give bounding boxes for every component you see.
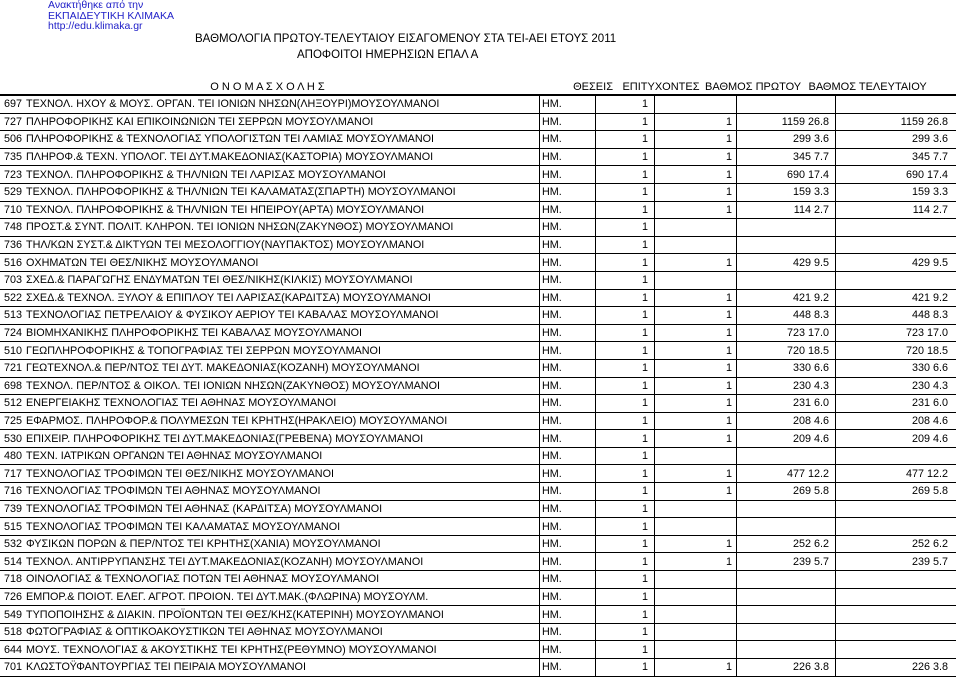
row-type: ΗΜ. xyxy=(540,95,596,113)
row-successful xyxy=(655,271,737,289)
row-last-score xyxy=(836,447,957,465)
row-type: ΗΜ. xyxy=(540,166,596,184)
row-school-name: ΕΠΙΧΕΙΡ. ΠΛΗΡΟΦΟΡΙΚΗΣ ΤΕΙ ΔΥΤ.ΜΑΚΕΔΟΝΙΑΣ(ΓΡΕΒΕΝΑ) ΜΟΥΣΟΥΛΜΑΝΟΙ xyxy=(24,430,540,448)
row-type: ΗΜ. xyxy=(540,254,596,272)
row-code: 717 xyxy=(0,465,24,483)
row-type: ΗΜ. xyxy=(540,483,596,501)
row-code: 480 xyxy=(0,447,24,465)
row-successful: 1 xyxy=(655,148,737,166)
row-last-score xyxy=(836,623,957,641)
row-school-name: ΟΧΗΜΑΤΩΝ ΤΕΙ ΘΕΣ/ΝΙΚΗΣ ΜΟΥΣΟΥΛΜΑΝΟΙ xyxy=(24,254,540,272)
page-title: ΒΑΘΜΟΛΟΓΙΑ ΠΡΩΤΟΥ-ΤΕΛΕΥΤΑΙΟΥ ΕΙΣΑΓΟΜΕΝΟΥ ΣΤΑ ΤΕΙ-ΑΕΙ ΕΤΟΥΣ 2011 xyxy=(195,33,617,45)
row-type: ΗΜ. xyxy=(540,659,596,677)
row-first-score xyxy=(737,271,836,289)
row-school-name: ΠΛΗΡΟΦΟΡΙΚΗΣ ΚΑΙ ΕΠΙΚΟΙΝΩΝΙΩΝ ΤΕΙ ΣΕΡΡΩΝ ΜΟΥΣΟΥΛΜΑΝΟΙ xyxy=(24,113,540,131)
row-first-score: 429 9.5 xyxy=(737,254,836,272)
row-first-score xyxy=(737,571,836,589)
row-type: ΗΜ. xyxy=(540,535,596,553)
source-line-1: Ανακτήθηκε από την xyxy=(48,0,144,11)
table-row xyxy=(0,131,956,149)
row-code: 710 xyxy=(0,201,24,219)
row-first-score: 208 4.6 xyxy=(737,412,836,430)
row-seats: 1 xyxy=(596,659,655,677)
row-last-score: 159 3.3 xyxy=(836,183,957,201)
row-first-score xyxy=(737,500,836,518)
table-row xyxy=(0,166,956,184)
row-seats: 1 xyxy=(596,324,655,342)
row-school-name: ΤΗΛ/ΚΩΝ ΣΥΣΤ.& ΔΙΚΤΥΩΝ ΤΕΙ ΜΕΣΟΛΟΓΓΙΟΥ(ΝΑΥΠΑΚΤΟΣ) ΜΟΥΣΟΥΛΜΑΝΟΙ xyxy=(24,236,540,254)
row-seats: 1 xyxy=(596,588,655,606)
row-seats: 1 xyxy=(596,201,655,219)
row-code: 532 xyxy=(0,535,24,553)
row-successful: 1 xyxy=(655,342,737,360)
header-name: Ο Ν Ο Μ Α Σ Χ Ο Λ Η Σ xyxy=(210,80,325,93)
row-type: ΗΜ. xyxy=(540,553,596,571)
row-school-name: ΕΦΑΡΜΟΣ. ΠΛΗΡΟΦΟΡ.& ΠΟΛΥΜΕΣΩΝ ΤΕΙ ΚΡΗΤΗΣ(ΗΡΑΚΛΕΙΟ) ΜΟΥΣΟΥΛΜΑΝΟΙ xyxy=(24,412,540,430)
row-school-name: ΟΙΝΟΛΟΓΙΑΣ & ΤΕΧΝΟΛΟΓΙΑΣ ΠΟΤΩΝ ΤΕΙ ΑΘΗΝΑΣ ΜΟΥΣΟΥΛΜΑΝΟΙ xyxy=(24,571,540,589)
row-seats: 1 xyxy=(596,518,655,536)
row-code: 549 xyxy=(0,606,24,624)
row-last-score: 477 12.2 xyxy=(836,465,957,483)
row-code: 529 xyxy=(0,183,24,201)
row-type: ΗΜ. xyxy=(540,183,596,201)
row-seats: 1 xyxy=(596,553,655,571)
table-row xyxy=(0,588,956,606)
row-school-name: ΤΕΧΝΟΛ. ΠΛΗΡΟΦΟΡΙΚΗΣ & ΤΗΛ/ΝΙΩΝ ΤΕΙ ΛΑΡΙΣΑΣ ΜΟΥΣΟΥΛΜΑΝΟΙ xyxy=(24,166,540,184)
row-last-score xyxy=(836,588,957,606)
row-last-score xyxy=(836,95,957,113)
row-last-score: 226 3.8 xyxy=(836,659,957,677)
row-school-name: ΒΙΟΜΗΧΑΝΙΚΗΣ ΠΛΗΡΟΦΟΡΙΚΗΣ ΤΕΙ ΚΑΒΑΛΑΣ ΜΟΥΣΟΥΛΜΑΝΟΙ xyxy=(24,324,540,342)
row-school-name: ΠΛΗΡΟΦ.& ΤΕΧΝ. ΥΠΟΛΟΓ. ΤΕΙ ΔΥΤ.ΜΑΚΕΔΟΝΙΑΣ(ΚΑΣΤΟΡΙΑ) ΜΟΥΣΟΥΛΜΑΝΟΙ xyxy=(24,148,540,166)
row-last-score xyxy=(836,571,957,589)
table-row xyxy=(0,219,956,237)
row-seats: 1 xyxy=(596,500,655,518)
row-successful xyxy=(655,219,737,237)
row-code: 703 xyxy=(0,271,24,289)
row-code: 512 xyxy=(0,395,24,413)
row-successful: 1 xyxy=(655,430,737,448)
row-code: 701 xyxy=(0,659,24,677)
table-row xyxy=(0,359,956,377)
row-last-score xyxy=(836,500,957,518)
row-last-score: 690 17.4 xyxy=(836,166,957,184)
row-type: ΗΜ. xyxy=(540,236,596,254)
row-type: ΗΜ. xyxy=(540,571,596,589)
table-row xyxy=(0,606,956,624)
row-school-name: ΦΥΣΙΚΩΝ ΠΟΡΩΝ & ΠΕΡ/ΝΤΟΣ ΤΕΙ ΚΡΗΤΗΣ(ΧΑΝΙΑ) ΜΟΥΣΟΥΛΜΑΝΟΙ xyxy=(24,535,540,553)
table-row xyxy=(0,571,956,589)
source-line-2: ΕΚΠΑΙΔΕΥΤΙΚΗ ΚΛΙΜΑΚΑ xyxy=(48,9,175,22)
row-first-score: 299 3.6 xyxy=(737,131,836,149)
row-successful xyxy=(655,588,737,606)
row-last-score: 209 4.6 xyxy=(836,430,957,448)
row-last-score xyxy=(836,236,957,254)
row-school-name: ΓΕΩΤΕΧΝΟΛ.& ΠΕΡ/ΝΤΟΣ ΤΕΙ ΔΥΤ. ΜΑΚΕΔΟΝΙΑΣ(ΚΟΖΑΝΗ) ΜΟΥΣΟΥΛΜΑΝΟΙ xyxy=(24,359,540,377)
row-code: 748 xyxy=(0,219,24,237)
row-first-score: 269 5.8 xyxy=(737,483,836,501)
row-type: ΗΜ. xyxy=(540,148,596,166)
row-code: 697 xyxy=(0,95,24,113)
row-code: 515 xyxy=(0,518,24,536)
row-successful xyxy=(655,447,737,465)
row-school-name: ΤΕΧΝΟΛ. ΠΛΗΡΟΦΟΡΙΚΗΣ & ΤΗΛ/ΝΙΩΝ ΤΕΙ ΚΑΛΑΜΑΤΑΣ(ΣΠΑΡΤΗ) ΜΟΥΣΟΥΛΜΑΝΟΙ xyxy=(24,183,540,201)
row-code: 723 xyxy=(0,166,24,184)
row-school-name: ΤΕΧΝΟΛΟΓΙΑΣ ΤΡΟΦΙΜΩΝ ΤΕΙ ΑΘΗΝΑΣ (ΚΑΡΔΙΤΣΑ) ΜΟΥΣΟΥΛΜΑΝΟΙ xyxy=(24,500,540,518)
row-successful xyxy=(655,641,737,659)
row-last-score: 114 2.7 xyxy=(836,201,957,219)
row-seats: 1 xyxy=(596,236,655,254)
table-row xyxy=(0,412,956,430)
row-type: ΗΜ. xyxy=(540,395,596,413)
row-seats: 1 xyxy=(596,571,655,589)
table-row xyxy=(0,500,956,518)
row-last-score: 299 3.6 xyxy=(836,131,957,149)
table-row xyxy=(0,201,956,219)
row-seats: 1 xyxy=(596,395,655,413)
row-first-score xyxy=(737,518,836,536)
row-first-score: 231 6.0 xyxy=(737,395,836,413)
page-subtitle: ΑΠΟΦΟΙΤΟΙ ΗΜΕΡΗΣΙΩΝ ΕΠΑΛ Α xyxy=(297,49,479,61)
table-row xyxy=(0,465,956,483)
row-successful: 1 xyxy=(655,307,737,325)
row-seats: 1 xyxy=(596,447,655,465)
row-successful xyxy=(655,236,737,254)
row-type: ΗΜ. xyxy=(540,447,596,465)
header-seats: ΘΕΣΕΙΣ xyxy=(573,80,613,93)
row-seats: 1 xyxy=(596,289,655,307)
table-row xyxy=(0,148,956,166)
row-successful: 1 xyxy=(655,113,737,131)
row-school-name: ΜΟΥΣ. ΤΕΧΝΟΛΟΓΙΑΣ & ΑΚΟΥΣΤΙΚΗΣ ΤΕΙ ΚΡΗΤΗΣ(ΡΕΘΥΜΝΟ) ΜΟΥΣΟΥΛΜΑΝΟΙ xyxy=(24,641,540,659)
row-code: 727 xyxy=(0,113,24,131)
row-first-score xyxy=(737,236,836,254)
row-school-name: ΕΜΠΟΡ.& ΠΟΙΟΤ. ΕΛΕΓ. ΑΓΡΟΤ. ΠΡΟΙΟΝ. ΤΕΙ ΔΥΤ.ΜΑΚ.(ΦΛΩΡΙΝΑ) ΜΟΥΣΟΥΛΜ. xyxy=(24,588,540,606)
row-successful: 1 xyxy=(655,359,737,377)
row-seats: 1 xyxy=(596,623,655,641)
header-last-score: ΒΑΘΜΟΣ ΤΕΛΕΥΤΑΙΟΥ xyxy=(808,80,927,93)
row-first-score: 159 3.3 xyxy=(737,183,836,201)
row-successful: 1 xyxy=(655,131,737,149)
row-seats: 1 xyxy=(596,483,655,501)
row-code: 735 xyxy=(0,148,24,166)
table-row xyxy=(0,183,956,201)
table-row xyxy=(0,641,956,659)
row-code: 736 xyxy=(0,236,24,254)
table-row xyxy=(0,623,956,641)
header-first-score: ΒΑΘΜΟΣ ΠΡΩΤΟΥ xyxy=(705,80,802,93)
row-first-score xyxy=(737,447,836,465)
row-successful: 1 xyxy=(655,254,737,272)
row-code: 726 xyxy=(0,588,24,606)
row-school-name: ΠΡΟΣΤ.& ΣΥΝΤ. ΠΟΛΙΤ. ΚΛΗΡΟΝ. ΤΕΙ ΙΟΝΙΩΝ ΝΗΣΩΝ(ΖΑΚΥΝΘΟΣ) ΜΟΥΣΟΥΛΜΑΝΟΙ xyxy=(24,219,540,237)
row-last-score xyxy=(836,518,957,536)
row-code: 721 xyxy=(0,359,24,377)
row-school-name: ΤΕΧΝΟΛΟΓΙΑΣ ΤΡΟΦΙΜΩΝ ΤΕΙ ΘΕΣ/ΝΙΚΗΣ ΜΟΥΣΟΥΛΜΑΝΟΙ xyxy=(24,465,540,483)
row-type: ΗΜ. xyxy=(540,289,596,307)
row-seats: 1 xyxy=(596,254,655,272)
row-school-name: ΠΛΗΡΟΦΟΡΙΚΗΣ & ΤΕΧΝΟΛΟΓΙΑΣ ΥΠΟΛΟΓΙΣΤΩΝ ΤΕΙ ΛΑΜΙΑΣ ΜΟΥΣΟΥΛΜΑΝΟΙ xyxy=(24,131,540,149)
row-seats: 1 xyxy=(596,430,655,448)
row-first-score: 723 17.0 xyxy=(737,324,836,342)
row-successful xyxy=(655,95,737,113)
row-seats: 1 xyxy=(596,606,655,624)
row-type: ΗΜ. xyxy=(540,342,596,360)
row-first-score: 252 6.2 xyxy=(737,535,836,553)
row-successful: 1 xyxy=(655,535,737,553)
row-seats: 1 xyxy=(596,641,655,659)
row-seats: 1 xyxy=(596,377,655,395)
row-type: ΗΜ. xyxy=(540,113,596,131)
row-first-score xyxy=(737,588,836,606)
row-first-score: 477 12.2 xyxy=(737,465,836,483)
row-last-score: 231 6.0 xyxy=(836,395,957,413)
table-row xyxy=(0,659,956,677)
row-last-score: 345 7.7 xyxy=(836,148,957,166)
row-last-score xyxy=(836,219,957,237)
table-row xyxy=(0,271,956,289)
row-type: ΗΜ. xyxy=(540,500,596,518)
row-type: ΗΜ. xyxy=(540,623,596,641)
row-type: ΗΜ. xyxy=(540,412,596,430)
row-school-name: ΣΧΕΔ.& ΤΕΧΝΟΛ. ΞΥΛΟΥ & ΕΠΙΠΛΟΥ ΤΕΙ ΛΑΡΙΣΑΣ(ΚΑΡΔΙΤΣΑ) ΜΟΥΣΟΥΛΜΑΝΟΙ xyxy=(24,289,540,307)
row-first-score: 1159 26.8 xyxy=(737,113,836,131)
row-successful: 1 xyxy=(655,289,737,307)
row-successful: 1 xyxy=(655,395,737,413)
row-first-score: 209 4.6 xyxy=(737,430,836,448)
row-first-score: 345 7.7 xyxy=(737,148,836,166)
row-first-score: 448 8.3 xyxy=(737,307,836,325)
row-school-name: ΤΕΧΝΟΛΟΓΙΑΣ ΤΡΟΦΙΜΩΝ ΤΕΙ ΑΘΗΝΑΣ ΜΟΥΣΟΥΛΜΑΝΟΙ xyxy=(24,483,540,501)
row-code: 724 xyxy=(0,324,24,342)
table-row xyxy=(0,553,956,571)
row-type: ΗΜ. xyxy=(540,131,596,149)
row-code: 644 xyxy=(0,641,24,659)
row-school-name: ΕΝΕΡΓΕΙΑΚΗΣ ΤΕΧΝΟΛΟΓΙΑΣ ΤΕΙ ΑΘΗΝΑΣ ΜΟΥΣΟΥΛΜΑΝΟΙ xyxy=(24,395,540,413)
table-row xyxy=(0,324,956,342)
row-seats: 1 xyxy=(596,131,655,149)
row-school-name: ΤΕΧΝΟΛΟΓΙΑΣ ΠΕΤΡΕΛΑΙΟΥ & ΦΥΣΙΚΟΥ ΑΕΡΙΟΥ ΤΕΙ ΚΑΒΑΛΑΣ ΜΟΥΣΟΥΛΜΑΝΟΙ xyxy=(24,307,540,325)
row-type: ΗΜ. xyxy=(540,641,596,659)
row-successful: 1 xyxy=(655,324,737,342)
row-seats: 1 xyxy=(596,359,655,377)
row-successful: 1 xyxy=(655,412,737,430)
table-row xyxy=(0,535,956,553)
row-school-name: ΚΛΩΣΤΟΫΦΑΝΤΟΥΡΓΙΑΣ ΤΕΙ ΠΕΙΡΑΙΑ ΜΟΥΣΟΥΛΜΑΝΟΙ xyxy=(24,659,540,677)
table-row xyxy=(0,254,956,272)
row-successful: 1 xyxy=(655,377,737,395)
row-first-score: 239 5.7 xyxy=(737,553,836,571)
row-seats: 1 xyxy=(596,307,655,325)
row-last-score xyxy=(836,271,957,289)
row-type: ΗΜ. xyxy=(540,377,596,395)
row-successful: 1 xyxy=(655,183,737,201)
row-code: 530 xyxy=(0,430,24,448)
row-seats: 1 xyxy=(596,412,655,430)
row-seats: 1 xyxy=(596,271,655,289)
row-code: 518 xyxy=(0,623,24,641)
row-type: ΗΜ. xyxy=(540,307,596,325)
row-school-name: ΤΕΧΝΟΛ. ΑΝΤΙΡΡΥΠΑΝΣΗΣ ΤΕΙ ΔΥΤ.ΜΑΚΕΔΟΝΙΑΣ(ΚΟΖΑΝΗ) ΜΟΥΣΟΥΛΜΑΝΟΙ xyxy=(24,553,540,571)
row-last-score: 330 6.6 xyxy=(836,359,957,377)
results-table xyxy=(0,94,956,677)
row-code: 716 xyxy=(0,483,24,501)
row-successful xyxy=(655,571,737,589)
table-row xyxy=(0,377,956,395)
row-first-score xyxy=(737,623,836,641)
table-row xyxy=(0,447,956,465)
row-type: ΗΜ. xyxy=(540,606,596,624)
row-last-score: 429 9.5 xyxy=(836,254,957,272)
table-row xyxy=(0,483,956,501)
row-school-name: ΤΥΠΟΠΟΙΗΣΗΣ & ΔΙΑΚΙΝ. ΠΡΟΪΟΝΤΩΝ ΤΕΙ ΘΕΣ/ΚΗΣ(ΚΑΤΕΡΙΝΗ) ΜΟΥΣΟΥΛΜΑΝΟΙ xyxy=(24,606,540,624)
row-first-score: 720 18.5 xyxy=(737,342,836,360)
row-code: 514 xyxy=(0,553,24,571)
row-last-score: 230 4.3 xyxy=(836,377,957,395)
row-school-name: ΓΕΩΠΛΗΡΟΦΟΡΙΚΗΣ & ΤΟΠΟΓΡΑΦΙΑΣ ΤΕΙ ΣΕΡΡΩΝ ΜΟΥΣΟΥΛΜΑΝΟΙ xyxy=(24,342,540,360)
row-successful xyxy=(655,606,737,624)
source-credit xyxy=(48,0,174,32)
header-successful: ΕΠΙΤΥΧΟΝΤΕΣ xyxy=(622,80,700,93)
table-row xyxy=(0,430,956,448)
row-first-score: 330 6.6 xyxy=(737,359,836,377)
row-successful: 1 xyxy=(655,201,737,219)
row-first-score: 230 4.3 xyxy=(737,377,836,395)
row-code: 698 xyxy=(0,377,24,395)
row-last-score: 1159 26.8 xyxy=(836,113,957,131)
table-row xyxy=(0,113,956,131)
row-last-score: 448 8.3 xyxy=(836,307,957,325)
table-row xyxy=(0,95,956,113)
row-seats: 1 xyxy=(596,148,655,166)
table-row xyxy=(0,236,956,254)
table-row xyxy=(0,307,956,325)
table-row xyxy=(0,395,956,413)
row-seats: 1 xyxy=(596,113,655,131)
row-last-score xyxy=(836,606,957,624)
row-first-score: 114 2.7 xyxy=(737,201,836,219)
row-last-score: 208 4.6 xyxy=(836,412,957,430)
row-school-name: ΤΕΧΝΟΛ. ΠΛΗΡΟΦΟΡΙΚΗΣ & ΤΗΛ/ΝΙΩΝ ΤΕΙ ΗΠΕΙΡΟΥ(ΑΡΤΑ) ΜΟΥΣΟΥΛΜΑΝΟΙ xyxy=(24,201,540,219)
row-last-score: 269 5.8 xyxy=(836,483,957,501)
row-type: ΗΜ. xyxy=(540,588,596,606)
row-type: ΗΜ. xyxy=(540,324,596,342)
row-school-name: ΤΕΧΝΟΛ. ΠΕΡ/ΝΤΟΣ & ΟΙΚΟΛ. ΤΕΙ ΙΟΝΙΩΝ ΝΗΣΩΝ(ΖΑΚΥΝΘΟΣ) ΜΟΥΣΟΥΛΜΑΝΟΙ xyxy=(24,377,540,395)
row-successful xyxy=(655,623,737,641)
row-code: 513 xyxy=(0,307,24,325)
row-successful: 1 xyxy=(655,483,737,501)
row-last-score: 239 5.7 xyxy=(836,553,957,571)
row-successful: 1 xyxy=(655,659,737,677)
row-code: 510 xyxy=(0,342,24,360)
row-last-score xyxy=(836,641,957,659)
row-last-score: 252 6.2 xyxy=(836,535,957,553)
source-link[interactable]: http://edu.klimaka.gr xyxy=(48,20,143,32)
row-type: ΗΜ. xyxy=(540,201,596,219)
table-row xyxy=(0,518,956,536)
row-first-score xyxy=(737,606,836,624)
row-school-name: ΤΕΧΝΟΛΟΓΙΑΣ ΤΡΟΦΙΜΩΝ ΤΕΙ ΚΑΛΑΜΑΤΑΣ ΜΟΥΣΟΥΛΜΑΝΟΙ xyxy=(24,518,540,536)
row-code: 739 xyxy=(0,500,24,518)
table-row xyxy=(0,289,956,307)
row-code: 516 xyxy=(0,254,24,272)
row-school-name: ΤΕΧΝ. ΙΑΤΡΙΚΩΝ ΟΡΓΑΝΩΝ ΤΕΙ ΑΘΗΝΑΣ ΜΟΥΣΟΥΛΜΑΝΟΙ xyxy=(24,447,540,465)
row-successful: 1 xyxy=(655,553,737,571)
row-type: ΗΜ. xyxy=(540,518,596,536)
row-last-score: 723 17.0 xyxy=(836,324,957,342)
row-school-name: ΣΧΕΔ.& ΠΑΡΑΓΩΓΗΣ ΕΝΔΥΜΑΤΩΝ ΤΕΙ ΘΕΣ/ΝΙΚΗΣ(ΚΙΛΚΙΣ) ΜΟΥΣΟΥΛΜΑΝΟΙ xyxy=(24,271,540,289)
row-first-score: 226 3.8 xyxy=(737,659,836,677)
row-successful xyxy=(655,518,737,536)
row-first-score xyxy=(737,219,836,237)
row-successful: 1 xyxy=(655,465,737,483)
row-seats: 1 xyxy=(596,183,655,201)
row-type: ΗΜ. xyxy=(540,359,596,377)
column-headers xyxy=(0,79,934,94)
row-code: 506 xyxy=(0,131,24,149)
row-type: ΗΜ. xyxy=(540,430,596,448)
row-type: ΗΜ. xyxy=(540,271,596,289)
row-seats: 1 xyxy=(596,95,655,113)
row-type: ΗΜ. xyxy=(540,465,596,483)
row-seats: 1 xyxy=(596,465,655,483)
row-school-name: ΤΕΧΝΟΛ. ΗΧΟΥ & ΜΟΥΣ. ΟΡΓΑΝ. ΤΕΙ ΙΟΝΙΩΝ ΝΗΣΩΝ(ΛΗΞΟΥΡΙ)ΜΟΥΣΟΥΛΜΑΝΟΙ xyxy=(24,95,540,113)
row-school-name: ΦΩΤΟΓΡΑΦΙΑΣ & ΟΠΤΙΚΟΑΚΟΥΣΤΙΚΩΝ ΤΕΙ ΑΘΗΝΑΣ ΜΟΥΣΟΥΛΜΑΝΟΙ xyxy=(24,623,540,641)
row-seats: 1 xyxy=(596,535,655,553)
row-first-score: 690 17.4 xyxy=(737,166,836,184)
row-last-score: 720 18.5 xyxy=(836,342,957,360)
row-successful xyxy=(655,500,737,518)
table-row xyxy=(0,342,956,360)
row-last-score: 421 9.2 xyxy=(836,289,957,307)
row-type: ΗΜ. xyxy=(540,219,596,237)
row-code: 718 xyxy=(0,571,24,589)
row-successful: 1 xyxy=(655,166,737,184)
row-first-score xyxy=(737,641,836,659)
row-seats: 1 xyxy=(596,166,655,184)
row-code: 725 xyxy=(0,412,24,430)
row-first-score xyxy=(737,95,836,113)
row-seats: 1 xyxy=(596,219,655,237)
row-code: 522 xyxy=(0,289,24,307)
row-seats: 1 xyxy=(596,342,655,360)
row-first-score: 421 9.2 xyxy=(737,289,836,307)
